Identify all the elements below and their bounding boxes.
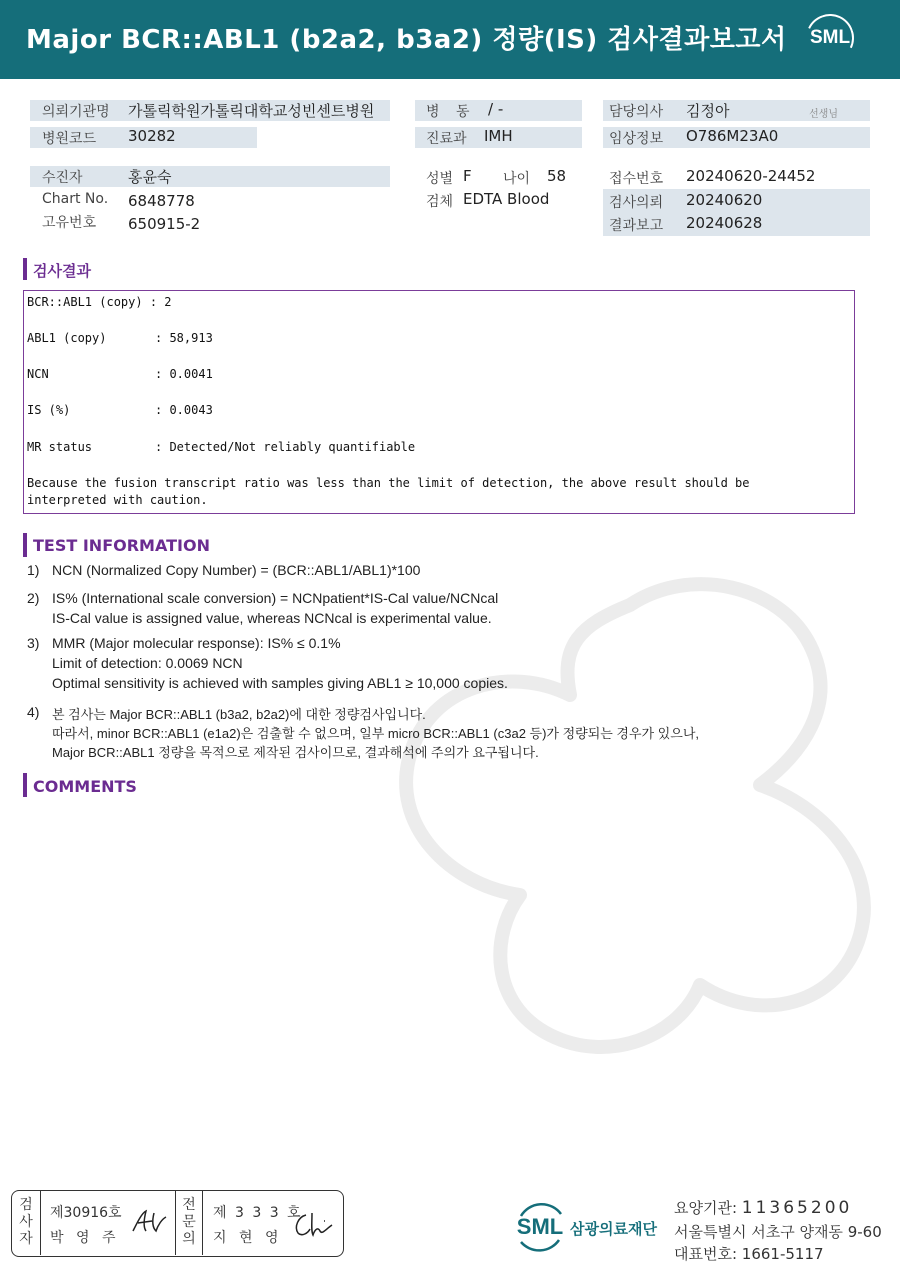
test-info-section-marker bbox=[23, 533, 27, 557]
foundation-name: 삼광의료재단 bbox=[570, 1220, 657, 1238]
specimen-label: 검체 bbox=[426, 194, 454, 210]
chart-no-label: Chart No. bbox=[42, 191, 109, 207]
test-info-section-title: TEST INFORMATION bbox=[33, 536, 210, 555]
test-info-num-2: 2) bbox=[27, 590, 40, 606]
result-ncn-label: NCN bbox=[27, 367, 49, 381]
sign-separator bbox=[175, 1191, 176, 1255]
comments-section-title: COMMENTS bbox=[33, 777, 137, 796]
test-info-4-line1: 본 검사는 Major BCR::ABL1 (b3a2, b2a2)에 대한 정량검사입니다. bbox=[52, 707, 426, 722]
doctor-label: 담당의사 bbox=[609, 104, 664, 120]
results-section-title: 검사결과 bbox=[33, 262, 91, 280]
specialist-name: 지 현 영 bbox=[213, 1230, 283, 1246]
foundation-address: 서울특별시 서초구 양재동 9-60 bbox=[674, 1223, 882, 1241]
hospital-code-value: 30282 bbox=[128, 127, 176, 145]
institution-code-label: 요양기관: bbox=[674, 1199, 738, 1217]
result-ncn-value: : 0.0041 bbox=[155, 367, 213, 381]
report-header bbox=[0, 0, 900, 79]
institution-label: 의뢰기관명 bbox=[42, 104, 110, 120]
request-label: 검사의뢰 bbox=[609, 195, 664, 211]
sign-separator bbox=[202, 1191, 203, 1255]
sex-label: 성별 bbox=[426, 171, 454, 187]
result-is-label: IS (%) bbox=[27, 403, 71, 417]
specimen-value: EDTA Blood bbox=[463, 190, 550, 208]
request-value: 20240620 bbox=[686, 191, 763, 209]
result-is-value: : 0.0043 bbox=[155, 403, 213, 417]
dept-value: IMH bbox=[484, 127, 513, 145]
test-info-2-line1: IS% (International scale conversion) = NCNpatient*IS-Cal value/NCNcal bbox=[52, 590, 499, 606]
inspector-label: 검 사 자 bbox=[19, 1197, 33, 1247]
clinical-value: O786M23A0 bbox=[686, 127, 779, 145]
inspector-name: 박 영 주 bbox=[50, 1230, 120, 1246]
chart-no-value: 6848778 bbox=[128, 192, 195, 210]
report-date-value: 20240628 bbox=[686, 214, 763, 232]
sml-logo bbox=[802, 14, 858, 66]
unique-id-label: 고유번호 bbox=[42, 215, 97, 231]
specialist-signature-icon bbox=[292, 1209, 334, 1239]
ward-label: 병 동 bbox=[426, 104, 476, 120]
age-value: 58 bbox=[547, 167, 567, 185]
signature-box bbox=[11, 1190, 344, 1257]
phone-value: 1661-5117 bbox=[741, 1245, 824, 1263]
dept-label: 진료과 bbox=[426, 131, 467, 147]
results-box bbox=[23, 290, 855, 514]
phone-label: 대표번호: bbox=[674, 1245, 738, 1263]
result-abl1-value: : 58,913 bbox=[155, 331, 213, 345]
test-info-3-line2: Limit of detection: 0.0069 NCN bbox=[52, 655, 243, 671]
logo-text: SML bbox=[809, 27, 851, 48]
test-info-num-3: 3) bbox=[27, 635, 40, 651]
results-section-marker bbox=[23, 258, 27, 280]
result-note-line2: interpreted with caution. bbox=[27, 493, 208, 507]
institution-value: 가톨릭학원가톨릭대학교성빈센트병원 bbox=[128, 102, 375, 120]
result-note-line1: Because the fusion transcript ratio was less than the limit of detection, the above result should be bbox=[27, 476, 750, 490]
phone-line bbox=[674, 1243, 824, 1264]
specialist-license-no: 제 3 3 3 호 bbox=[213, 1205, 303, 1221]
receipt-value: 20240620-24452 bbox=[686, 167, 816, 185]
patient-label: 수진자 bbox=[42, 170, 83, 186]
inspector-license-no: 제30916호 bbox=[50, 1205, 122, 1221]
unique-id-value: 650915-2 bbox=[128, 215, 201, 233]
test-info-num-4: 4) bbox=[27, 704, 40, 720]
result-mr-label: MR status bbox=[27, 440, 93, 454]
foundation-logo bbox=[511, 1198, 569, 1256]
report-date-label: 결과보고 bbox=[609, 218, 664, 234]
inspector-signature-icon bbox=[130, 1207, 170, 1237]
sex-value: F bbox=[463, 167, 472, 185]
test-info-1-line1: NCN (Normalized Copy Number) = (BCR::ABL1/ABL1)*100 bbox=[52, 562, 421, 578]
doctor-value: 김정아 bbox=[686, 102, 730, 120]
test-info-3-line3: Optimal sensitivity is achieved with samples giving ABL1 ≥ 10,000 copies. bbox=[52, 675, 508, 691]
ward-value: / - bbox=[488, 100, 504, 118]
sign-separator bbox=[40, 1191, 41, 1255]
test-info-4-line3: Major BCR::ABL1 정량을 목적으로 제작된 검사이므로, 결과해석에 주의가 요구됩니다. bbox=[52, 745, 539, 760]
institution-code-line bbox=[674, 1197, 852, 1218]
clinical-label: 임상정보 bbox=[609, 131, 664, 147]
hospital-code-label: 병원코드 bbox=[42, 131, 97, 147]
patient-bar bbox=[30, 166, 390, 187]
test-info-4-line2: 따라서, minor BCR::ABL1 (e1a2)은 검출할 수 없으며, 일부 micro BCR::ABL1 (c3a2 등)가 정량되는 경우가 있으나, bbox=[52, 726, 700, 741]
comments-section-marker bbox=[23, 773, 27, 797]
result-abl1-label: ABL1 (copy) bbox=[27, 331, 107, 345]
specialist-label: 전 문 의 bbox=[182, 1197, 196, 1247]
result-mr-value: : Detected/Not reliably quantifiable bbox=[155, 440, 416, 454]
foundation-logo-text: SML bbox=[516, 1214, 564, 1239]
test-info-num-1: 1) bbox=[27, 562, 40, 578]
patient-value: 홍윤숙 bbox=[128, 168, 172, 186]
institution-code-value: 11365200 bbox=[741, 1198, 853, 1218]
test-info-3-line1: MMR (Major molecular response): IS% ≤ 0.1% bbox=[52, 635, 341, 651]
doctor-suffix: 선생님 bbox=[809, 109, 838, 120]
test-info-2-line2: IS-Cal value is assigned value, whereas NCNcal is experimental value. bbox=[52, 610, 492, 626]
age-label: 나이 bbox=[503, 171, 531, 187]
result-bcr-abl1-copy: BCR::ABL1 (copy) : 2 bbox=[27, 295, 172, 309]
report-title: Major BCR::ABL1 (b2a2, b3a2) 정량(IS) 검사결과보고서 bbox=[26, 25, 787, 55]
receipt-label: 접수번호 bbox=[609, 171, 664, 187]
